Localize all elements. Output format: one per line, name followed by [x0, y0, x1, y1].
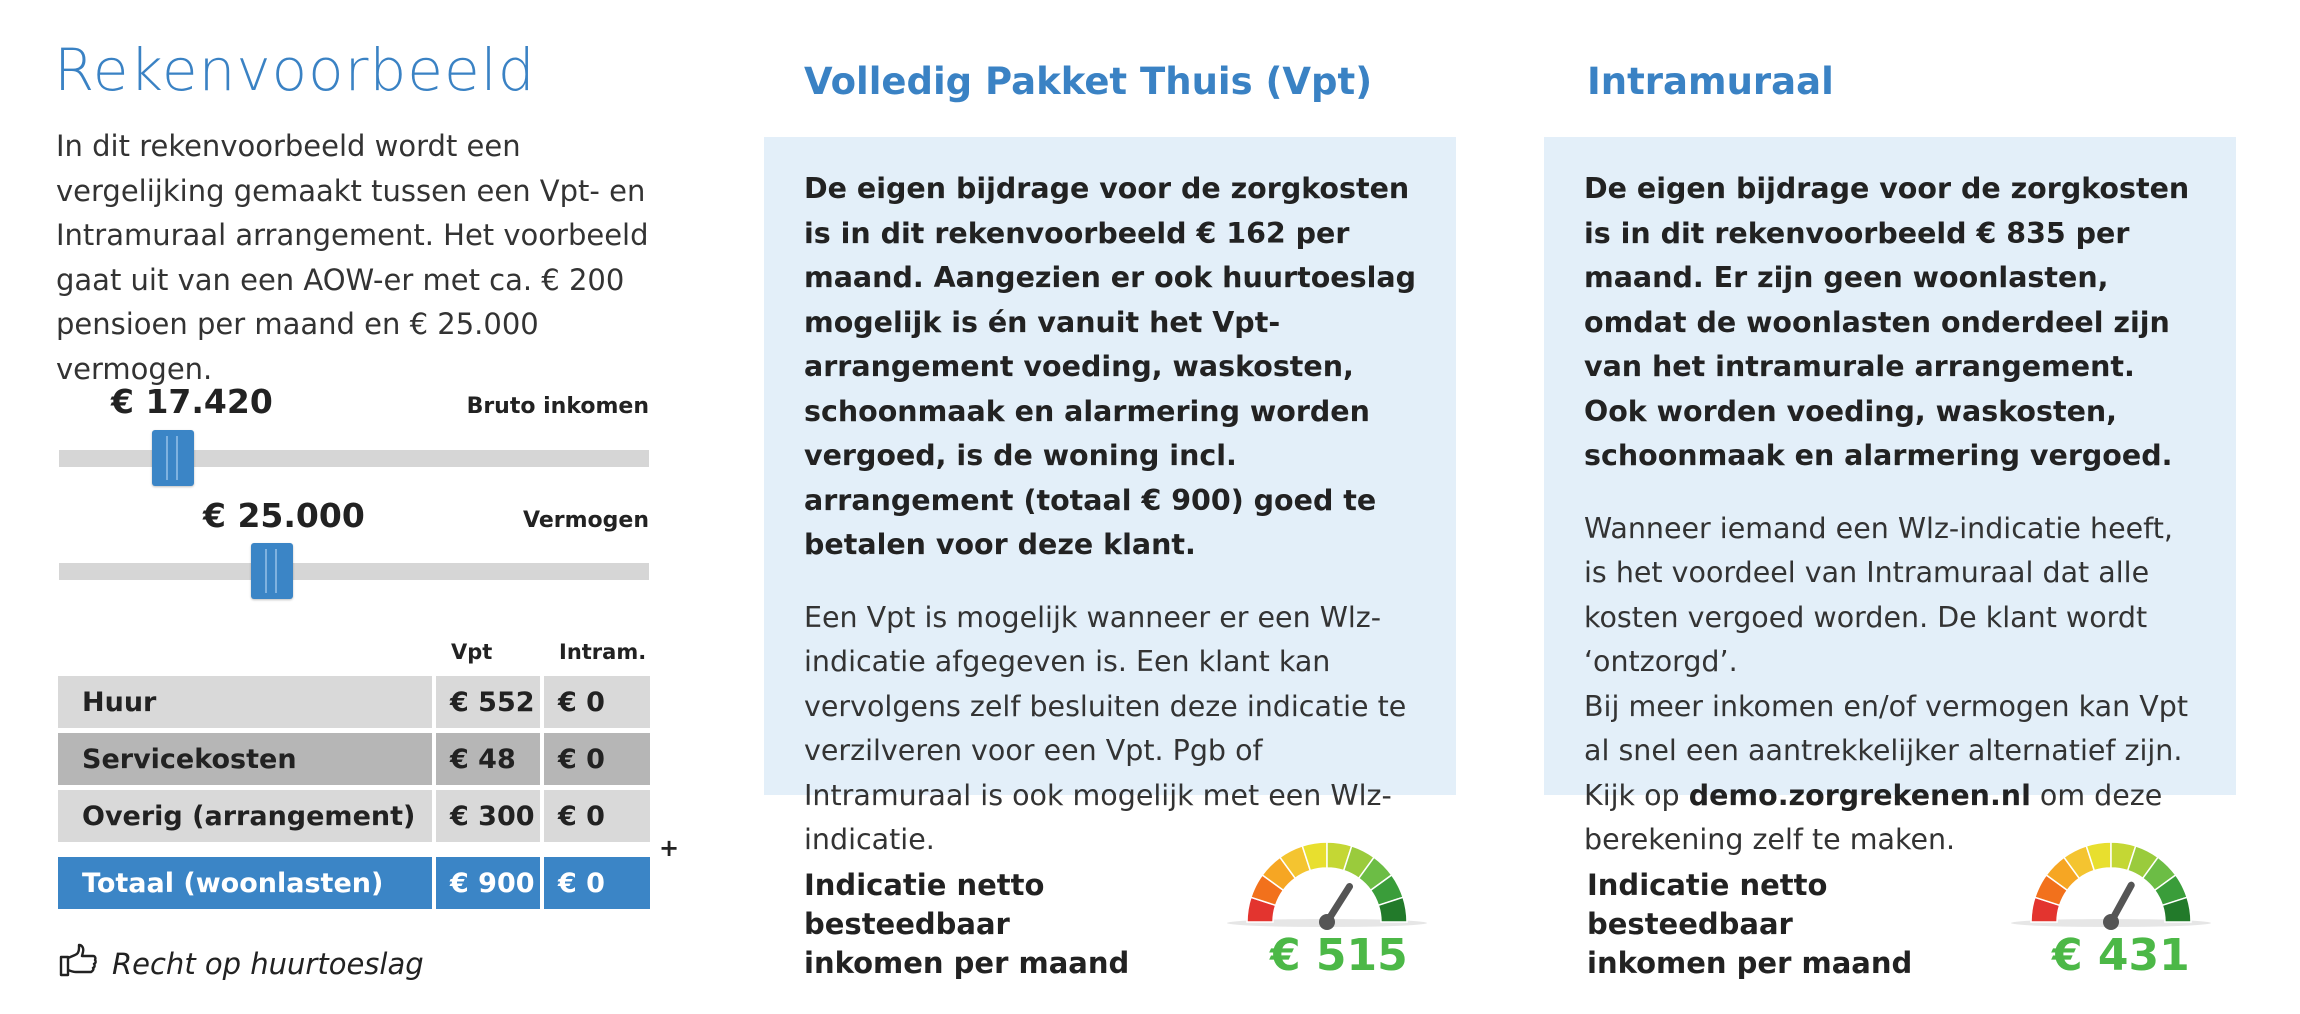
intra-body-2: Bij meer inkomen en/of vermogen kan Vpt al snel een aantrekkelijker alternatief zijn. [1584, 689, 2189, 767]
intra-body-3-pre: Kijk op [1584, 778, 1680, 812]
column-header-vpt: Vpt [451, 640, 493, 664]
assets-label: Vermogen [523, 508, 649, 533]
intro-text: In dit rekenvoorbeeld wordt een vergelijking gemaakt tussen een Vpt- en Intramuraal arrangement. Het voorbeeld gaat uit van een AOW-er met ca. € 200 pensioen per maand en € 25.000 vermogen. [56, 129, 649, 386]
vpt-lead: De eigen bijdrage voor de zorgkosten is in dit rekenvoorbeeld € 162 per maand. Aangezien er ook huurtoeslag mogelijk is én vanuit het Vpt-arrangement voeding, waskosten, schoonmaak en alarmering worden vergoed, is de woning incl. arrangement (totaal € 900) goed te betalen voor deze klant. [804, 172, 1416, 561]
vpt-gauge [1222, 832, 1432, 932]
huurtoeslag-label: Recht op huurtoeslag [112, 946, 424, 981]
intra-body-1: Wanneer iemand een Wlz-indicatie heeft, is het voordeel van Intramuraal dat alle kosten vergoed worden. De klant wordt ‘ontzorgd’. [1584, 511, 2173, 678]
intra-net-value: € 431 [2052, 930, 2190, 981]
intra-body-3-post: om deze berekening zelf te maken. [1584, 778, 2163, 856]
row-intra-huur: € 0 [544, 676, 650, 728]
vpt-panel [764, 137, 1456, 856]
intra-gauge-hub [2103, 914, 2119, 930]
row-vpt-totaal: € 900 [436, 857, 540, 909]
assets-value: € 25.000 [203, 496, 365, 535]
vpt-net-value: € 515 [1270, 930, 1408, 981]
vpt-gauge-hub [1319, 914, 1335, 930]
plus-sign: + [659, 834, 680, 862]
vpt-title: Volledig Pakket Thuis (Vpt) [804, 60, 1373, 103]
row-intra-overig: € 0 [544, 790, 650, 842]
vpt-body: Een Vpt is mogelijk wanneer er een Wlz-indicatie afgegeven is. Een klant kan vervolgens zelf besluiten deze indicatie te verzilveren voor een Vpt. Pgb of Intramuraal is ook mogelijk met een Wlz-indicatie. [804, 600, 1407, 856]
income-value: € 17.420 [111, 382, 273, 421]
income-label: Bruto inkomen [466, 394, 649, 419]
row-intra-totaal: € 0 [544, 857, 650, 909]
intra-body [1584, 507, 2196, 863]
vpt-net-label: Indicatie netto besteedbaar inkomen per maand [804, 868, 1130, 980]
income-slider-handle[interactable] [152, 430, 194, 486]
intra-net-label: Indicatie netto besteedbaar inkomen per maand [1587, 868, 1913, 980]
row-label-overig: Overig (arrangement) [58, 790, 432, 842]
thumbs-up-icon [58, 942, 98, 985]
huurtoeslag-link[interactable] [58, 942, 424, 985]
row-vpt-overig: € 300 [436, 790, 540, 842]
assets-slider-track[interactable] [59, 563, 649, 580]
row-intra-servicekosten: € 0 [544, 733, 650, 785]
row-label-servicekosten: Servicekosten [58, 733, 432, 785]
income-slider-track[interactable] [59, 450, 649, 467]
row-label-huur: Huur [58, 676, 432, 728]
row-label-totaal: Totaal (woonlasten) [58, 857, 432, 909]
intra-title: Intramuraal [1587, 60, 1834, 103]
column-header-intramuraal: Intram. [559, 640, 647, 664]
row-vpt-huur: € 552 [436, 676, 540, 728]
intra-panel [1544, 137, 2236, 856]
zorgrekenen-link[interactable]: demo.zorgrekenen.nl [1688, 778, 2031, 812]
intra-gauge [2006, 832, 2216, 932]
intra-lead: De eigen bijdrage voor de zorgkosten is in dit rekenvoorbeeld € 835 per maand. Er zijn geen woonlasten, omdat de woonlasten onderdeel zijn van het intramurale arrangement. Ook worden voeding, waskosten, schoonmaak en alarmering vergoed. [1584, 172, 2190, 472]
row-vpt-servicekosten: € 48 [436, 733, 540, 785]
assets-slider-handle[interactable] [251, 543, 293, 599]
page-title: Rekenvoorbeeld [54, 36, 536, 104]
